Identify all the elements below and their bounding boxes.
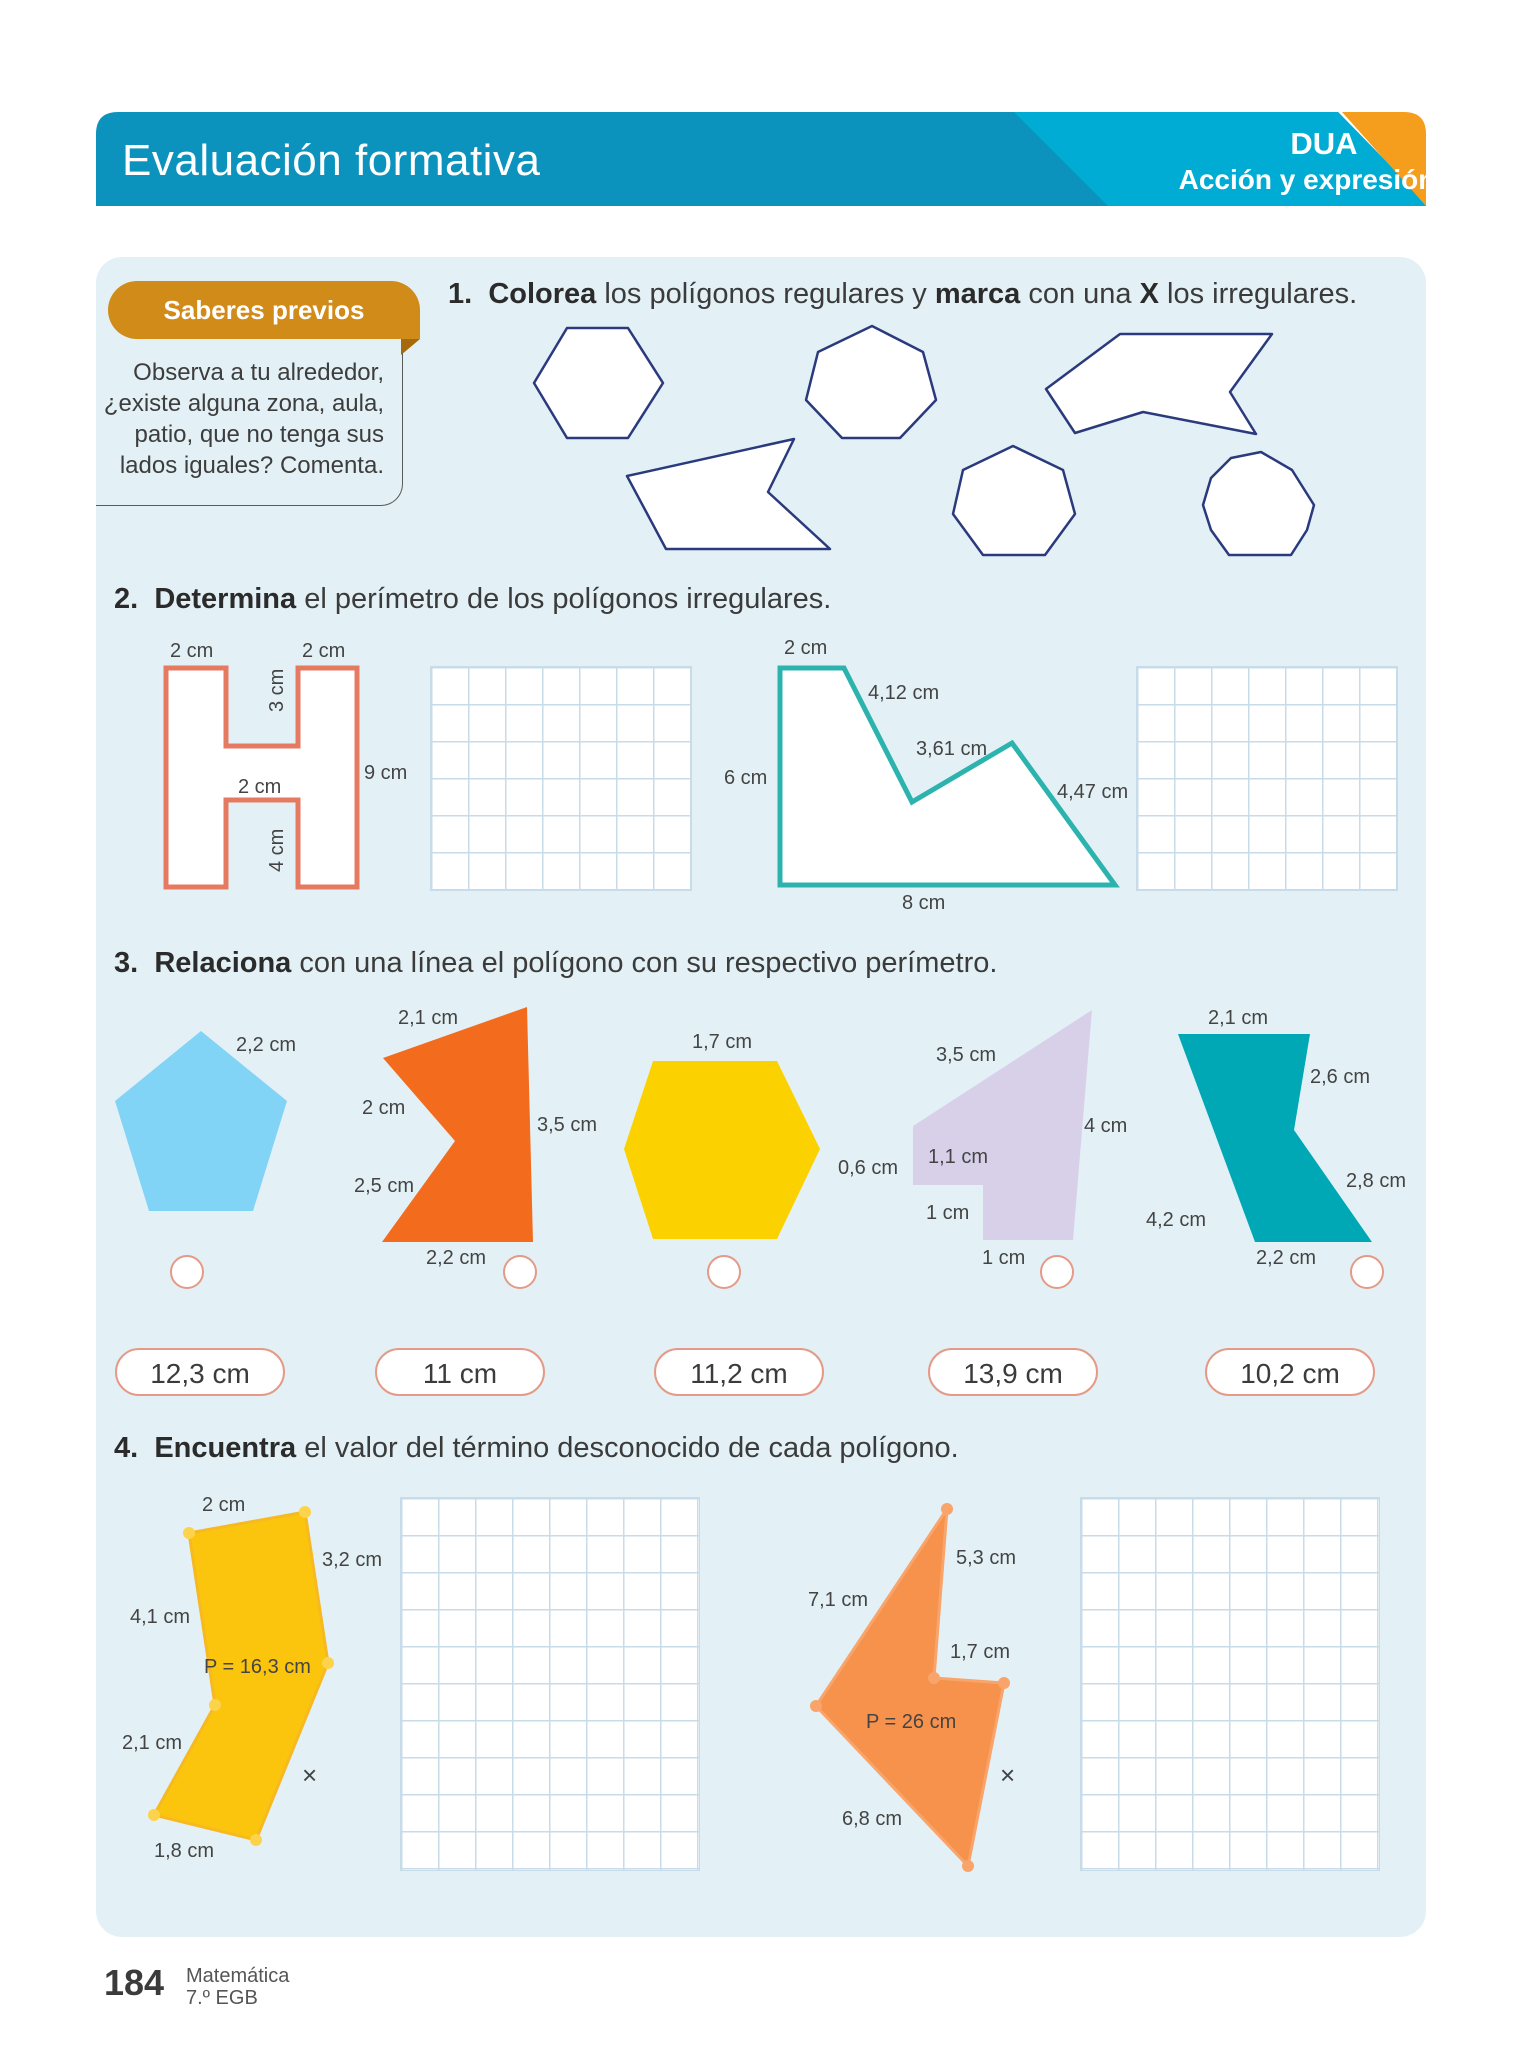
arrow-upper-left-label: 2 cm bbox=[362, 1097, 406, 1119]
teal-bottom-label: 2,2 cm bbox=[1256, 1247, 1317, 1269]
lilac-lower-left-label: 1 cm bbox=[926, 1202, 970, 1224]
lilac-diag-label: 3,5 cm bbox=[936, 1044, 997, 1066]
trap-top-label: 2 cm bbox=[784, 637, 828, 659]
trap-right-label: 4,47 cm bbox=[1057, 781, 1129, 803]
perimeter-option[interactable]: 13,9 cm bbox=[928, 1348, 1098, 1396]
saberes-previos-text: Observa a tu alrededor, ¿existe alguna zona, aula, patio, que no tenga sus lados iguales? Comenta. bbox=[103, 359, 384, 479]
yellow-unknown-label: × bbox=[302, 1760, 318, 1790]
dua-subtitle: Acción y expresión bbox=[1178, 164, 1436, 195]
h-inner-bottom-label: 4 cm bbox=[266, 828, 288, 872]
arrow-lower-left-label: 2,5 cm bbox=[354, 1175, 415, 1197]
yellow-left-top-label: 4,1 cm bbox=[130, 1606, 191, 1628]
orange-unknown-label: × bbox=[1000, 1760, 1016, 1790]
orange-bottom-label: 6,8 cm bbox=[842, 1808, 903, 1830]
teal-upper-right-label: 2,6 cm bbox=[1310, 1066, 1371, 1088]
yellow-perimeter-label: P = 16,3 cm bbox=[204, 1656, 311, 1678]
lilac-left-step-label: 0,6 cm bbox=[838, 1157, 899, 1179]
h-middle-label: 2 cm bbox=[238, 776, 282, 798]
h-top-right-label: 2 cm bbox=[302, 640, 346, 662]
arrow-top-label: 2,1 cm bbox=[398, 1007, 459, 1029]
orange-left-top-label: 7,1 cm bbox=[808, 1589, 869, 1611]
lilac-right-label: 4 cm bbox=[1084, 1115, 1128, 1137]
hexagon-side-label: 1,7 cm bbox=[692, 1031, 753, 1053]
lilac-notch-label: 1,1 cm bbox=[928, 1146, 989, 1168]
yellow-top-label: 2 cm bbox=[202, 1494, 246, 1516]
orange-right-top-label: 5,3 cm bbox=[956, 1547, 1017, 1569]
perimeter-option[interactable]: 11,2 cm bbox=[654, 1348, 824, 1396]
question-3: 3. Relaciona con una línea el polígono con su respectivo perímetro. bbox=[114, 947, 998, 979]
trap-slant-label: 4,12 cm bbox=[868, 682, 940, 704]
h-right-label: 9 cm bbox=[364, 762, 408, 784]
pentagon-side-label: 2,2 cm bbox=[236, 1034, 297, 1056]
footer-subject: Matemática 7.º EGB bbox=[186, 1965, 290, 2009]
trap-left-label: 6 cm bbox=[724, 767, 768, 789]
answer-grid-q4-right[interactable] bbox=[1080, 1497, 1380, 1871]
yellow-left-bottom-label: 2,1 cm bbox=[122, 1732, 183, 1754]
h-top-left-label: 2 cm bbox=[170, 640, 214, 662]
arrow-right-label: 3,5 cm bbox=[537, 1114, 598, 1136]
perimeter-option[interactable]: 10,2 cm bbox=[1205, 1348, 1375, 1396]
question-1: 1. Colorea los polígonos regulares y marca con una X los irregulares. bbox=[448, 278, 1358, 310]
orange-notch-label: 1,7 cm bbox=[950, 1641, 1011, 1663]
yellow-bottom-label: 1,8 cm bbox=[154, 1840, 215, 1862]
lilac-bottom-label: 1 cm bbox=[982, 1247, 1026, 1269]
yellow-right-top-label: 3,2 cm bbox=[322, 1549, 383, 1571]
perimeter-option[interactable]: 11 cm bbox=[375, 1348, 545, 1396]
trap-middle-label: 3,61 cm bbox=[916, 738, 988, 760]
perimeter-option[interactable]: 12,3 cm bbox=[115, 1348, 285, 1396]
h-inner-top-label: 3 cm bbox=[266, 668, 288, 712]
answer-grid-q4-left[interactable] bbox=[400, 1497, 700, 1871]
trap-bottom-label: 8 cm bbox=[902, 892, 946, 914]
teal-lower-right-label: 2,8 cm bbox=[1346, 1170, 1407, 1192]
saberes-previos-tab: Saberes previos bbox=[108, 281, 420, 339]
arrow-bottom-label: 2,2 cm bbox=[426, 1247, 487, 1269]
page-number: 184 bbox=[104, 1962, 165, 2003]
dua-label: DUA bbox=[1290, 126, 1358, 161]
page-title: Evaluación formativa bbox=[122, 136, 541, 185]
question-4: 4. Encuentra el valor del término desconocido de cada polígono. bbox=[114, 1432, 959, 1464]
teal-top-label: 2,1 cm bbox=[1208, 1007, 1269, 1029]
teal-left-label: 4,2 cm bbox=[1146, 1209, 1207, 1231]
orange-perimeter-label: P = 26 cm bbox=[866, 1711, 957, 1733]
question-2: 2. Determina el perímetro de los polígonos irregulares. bbox=[114, 583, 832, 615]
